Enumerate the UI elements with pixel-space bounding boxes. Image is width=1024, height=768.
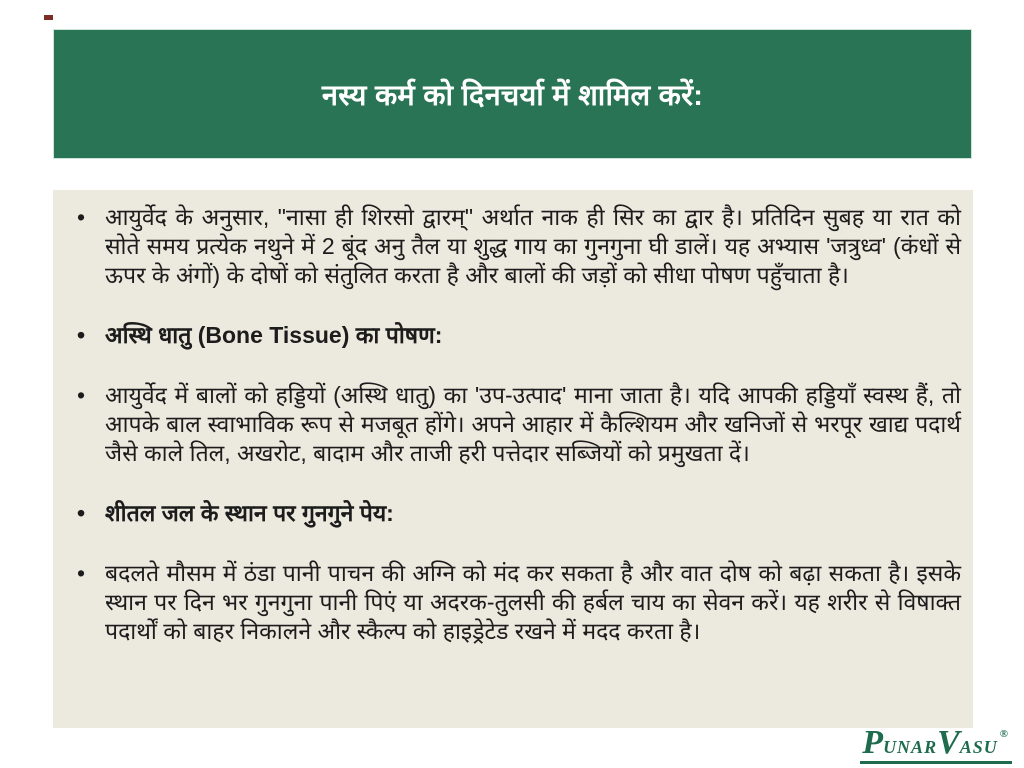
bullet-nasya-practice [65,203,961,290]
bullet-heading-bone-tissue [65,321,961,350]
logo-text-unar: UNAR [883,737,938,757]
bullet-text: आयुर्वेद में बालों को हड्डियों (अस्थि धातु) का 'उप-उत्पाद' माना जाता है। यदि आपकी हड्डियाँ स्वस्थ हैं, तो आपके बाल स्वाभाविक रूप से मजबूत होंगे। अपने आहार में कैल्शियम और खनिजों से भरपूर खाद्य पदार्थ जैसे काले तिल, अखरोट, बादाम और ताजी हरी पत्तेदार सब्जियों को प्रमुखता दें। [105,382,961,466]
bullet-text: बदलते मौसम में ठंडा पानी पाचन की अग्नि को मंद कर सकता है और वात दोष को बढ़ा सकता है। इसके स्थान पर दिन भर गुनगुना पानी पिएं या अदरक-तुलसी की हर्बल चाय का सेवन करें। यह शरीर से विषाक्त पदार्थों को बाहर निकालने और स्कैल्प को हाइड्रेटेड रखने में मदद करता है। [105,560,961,644]
bullet-warm-water-advice [65,559,961,646]
logo-letter-p: P [862,724,884,761]
registered-trademark-icon: ® [999,728,1008,740]
punarvasu-logo [860,726,1012,764]
logo-letter-v: V [937,724,960,761]
bullet-text: अस्थि धातु (Bone Tissue) का पोषण: [105,322,443,348]
slide-title: नस्य कर्म को दिनचर्या में शामिल करें: [321,79,704,112]
bullet-text: शीतल जल के स्थान पर गुनगुने पेय: [105,500,394,526]
bullet-list [65,203,961,646]
logo-text-asu: ASU [959,737,998,757]
slide-title-banner [53,29,972,159]
bullet-heading-warm-drinks [65,499,961,528]
bullet-text: आयुर्वेद के अनुसार, "नासा ही शिरसो द्वारम्" अर्थात नाक ही सिर का द्वार है। प्रतिदिन सुबह या रात को सोते समय प्रत्येक नथुने में 2 बूंद अनु तैल या शुद्ध गाय का गुनगुना घी डालें। यह अभ्यास 'जत्रुध्व' (कंधों से ऊपर के अंगों) के दोषों को संतुलित करता है और बालों की जड़ों को सीधा पोषण पहुँचाता है। [105,204,961,288]
corner-decoration [44,15,53,20]
slide-content-panel [53,190,973,728]
bullet-bone-nutrition [65,381,961,468]
